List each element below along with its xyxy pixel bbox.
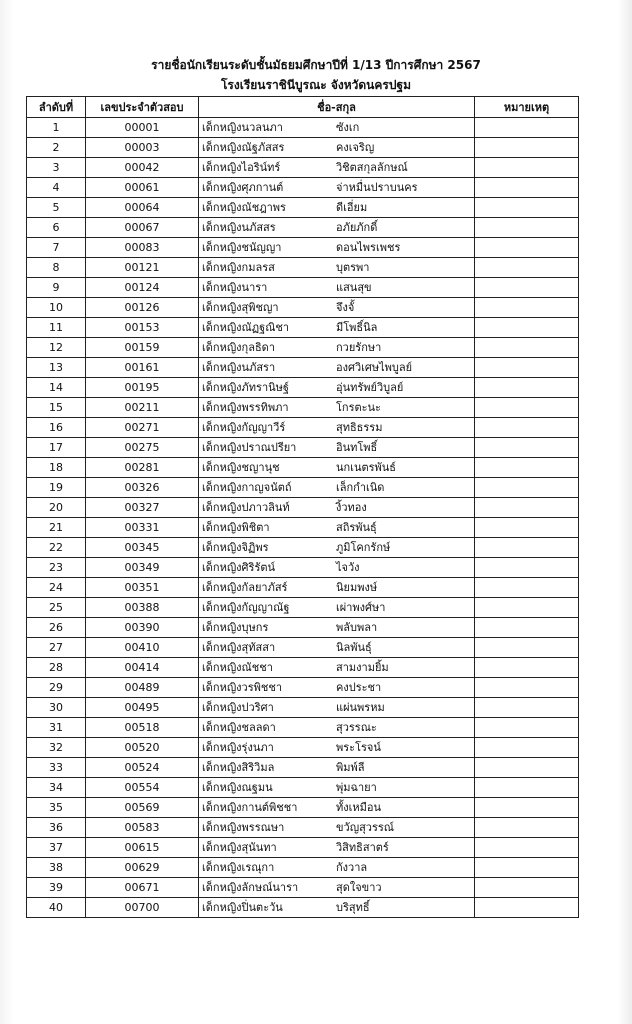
- remarks-cell: [475, 838, 579, 858]
- table-row: [27, 218, 579, 238]
- first-name: เด็กหญิงลักษณ์นารา: [202, 881, 299, 894]
- last-name: งิ้วทอง: [336, 501, 367, 514]
- student-name: [199, 778, 475, 798]
- table-row: [27, 438, 579, 458]
- table-row: [27, 498, 579, 518]
- remarks-cell: [475, 458, 579, 478]
- last-name: เผ่าพงศ์ษา: [336, 601, 386, 614]
- exam-id: 00700: [86, 898, 199, 918]
- row-number: 14: [27, 378, 86, 398]
- table-row: [27, 418, 579, 438]
- student-name: [199, 438, 475, 458]
- header-exam-id: เลขประจำตัวสอบ: [86, 97, 199, 118]
- last-name: สุทธิธรรม: [336, 421, 383, 434]
- last-name: แผ่นพรหม: [336, 701, 385, 714]
- remarks-cell: [475, 218, 579, 238]
- row-number: 18: [27, 458, 86, 478]
- student-name: [199, 358, 475, 378]
- table-row: [27, 258, 579, 278]
- first-name: เด็กหญิงปิ่นตะวัน: [202, 901, 283, 914]
- first-name: เด็กหญิงณัชชา: [202, 661, 273, 674]
- table-row: [27, 738, 579, 758]
- exam-id: 00327: [86, 498, 199, 518]
- first-name: เด็กหญิงสุทัสสา: [202, 641, 276, 654]
- row-number: 8: [27, 258, 86, 278]
- exam-id: 00518: [86, 718, 199, 738]
- row-number: 23: [27, 558, 86, 578]
- row-number: 5: [27, 198, 86, 218]
- last-name: ภูมิโคกรักษ์: [336, 541, 391, 554]
- exam-id: 00275: [86, 438, 199, 458]
- row-number: 11: [27, 318, 86, 338]
- remarks-cell: [475, 498, 579, 518]
- exam-id: 00281: [86, 458, 199, 478]
- table-row: [27, 578, 579, 598]
- last-name: บริสุทธิ์: [336, 901, 370, 914]
- last-name: แสนสุข: [336, 281, 372, 294]
- row-number: 37: [27, 838, 86, 858]
- table-header-row: [27, 97, 579, 118]
- first-name: เด็กหญิงกัญญาวีร์: [202, 421, 286, 434]
- table-row: [27, 358, 579, 378]
- student-name: [199, 838, 475, 858]
- table-row: [27, 878, 579, 898]
- remarks-cell: [475, 598, 579, 618]
- student-name: [199, 118, 475, 138]
- first-name: เด็กหญิงณัชฎาพร: [202, 201, 286, 214]
- exam-id: 00326: [86, 478, 199, 498]
- remarks-cell: [475, 278, 579, 298]
- remarks-cell: [475, 658, 579, 678]
- exam-id: 00331: [86, 518, 199, 538]
- row-number: 2: [27, 138, 86, 158]
- first-name: เด็กหญิงกุลธิดา: [202, 341, 275, 354]
- first-name: เด็กหญิงนภัสรา: [202, 361, 276, 374]
- remarks-cell: [475, 778, 579, 798]
- first-name: เด็กหญิงสิริวิมล: [202, 761, 275, 774]
- first-name: เด็กหญิงภัทรานิษฐ์: [202, 381, 289, 394]
- remarks-cell: [475, 738, 579, 758]
- table-row: [27, 818, 579, 838]
- exam-id: 00520: [86, 738, 199, 758]
- first-name: เด็กหญิงศิริรัตน์: [202, 561, 276, 574]
- first-name: เด็กหญิงณฐมน: [202, 781, 273, 794]
- last-name: ดอนไพรเพชร: [336, 241, 401, 254]
- header-order-number: ลำดับที่: [27, 97, 86, 118]
- remarks-cell: [475, 518, 579, 538]
- exam-id: 00615: [86, 838, 199, 858]
- student-name: [199, 598, 475, 618]
- student-name: [199, 218, 475, 238]
- last-name: พุ่มฉายา: [336, 781, 377, 794]
- table-row: [27, 378, 579, 398]
- last-name: จึงจั้: [336, 301, 355, 314]
- last-name: มีโพธิ์นิล: [336, 321, 378, 334]
- exam-id: 00554: [86, 778, 199, 798]
- last-name: วิสิทธิสาตร์: [336, 841, 389, 854]
- row-number: 17: [27, 438, 86, 458]
- first-name: เด็กหญิงชนัญญา: [202, 241, 282, 254]
- exam-id: 00349: [86, 558, 199, 578]
- student-name: [199, 878, 475, 898]
- table-row: [27, 298, 579, 318]
- last-name: วิชิตสกุลลักษณ์: [336, 161, 408, 174]
- row-number: 25: [27, 598, 86, 618]
- remarks-cell: [475, 338, 579, 358]
- student-name: [199, 898, 475, 918]
- remarks-cell: [475, 538, 579, 558]
- table-row: [27, 798, 579, 818]
- document-title: รายชื่อนักเรียนระดับชั้นมัธยมศึกษาปีที่ 1/13 ปีการศึกษา 2567: [151, 58, 481, 72]
- exam-id: 00161: [86, 358, 199, 378]
- last-name: กวยรักษา: [336, 341, 382, 354]
- table-row: [27, 158, 579, 178]
- first-name: เด็กหญิงสุนันทา: [202, 841, 277, 854]
- last-name: จ่าหมื่นปราบนคร: [336, 181, 418, 194]
- row-number: 16: [27, 418, 86, 438]
- first-name: เด็กหญิงกัลยาภัสร์: [202, 581, 288, 594]
- table-row: [27, 238, 579, 258]
- last-name: นกเนตรพันธ์: [336, 461, 396, 474]
- first-name: เด็กหญิงพิชิตา: [202, 521, 270, 534]
- row-number: 22: [27, 538, 86, 558]
- student-name: [199, 818, 475, 838]
- row-number: 31: [27, 718, 86, 738]
- exam-id: 00003: [86, 138, 199, 158]
- exam-id: 00671: [86, 878, 199, 898]
- remarks-cell: [475, 238, 579, 258]
- last-name: กังวาล: [336, 861, 368, 874]
- last-name: อุ่นทรัพย์วิบูลย์: [336, 381, 404, 394]
- student-name: [199, 798, 475, 818]
- row-number: 10: [27, 298, 86, 318]
- student-name: [199, 378, 475, 398]
- header-full-name: ชื่อ-สกุล: [199, 97, 475, 118]
- remarks-cell: [475, 258, 579, 278]
- student-name: [199, 518, 475, 538]
- first-name: เด็กหญิงนภัสสร: [202, 221, 276, 234]
- row-number: 21: [27, 518, 86, 538]
- remarks-cell: [475, 318, 579, 338]
- row-number: 4: [27, 178, 86, 198]
- remarks-cell: [475, 298, 579, 318]
- row-number: 13: [27, 358, 86, 378]
- row-number: 36: [27, 818, 86, 838]
- first-name: เด็กหญิงจิฏิพร: [202, 541, 269, 554]
- table-row: [27, 338, 579, 358]
- remarks-cell: [475, 818, 579, 838]
- last-name: ซังเก: [336, 121, 360, 134]
- table-row: [27, 538, 579, 558]
- table-row: [27, 698, 579, 718]
- table-row: [27, 678, 579, 698]
- first-name: เด็กหญิงนวลนภา: [202, 121, 283, 134]
- remarks-cell: [475, 438, 579, 458]
- exam-id: 00583: [86, 818, 199, 838]
- table-row: [27, 718, 579, 738]
- remarks-cell: [475, 138, 579, 158]
- last-name: คงเจริญ: [336, 141, 375, 154]
- table-row: [27, 478, 579, 498]
- exam-id: 00211: [86, 398, 199, 418]
- exam-id: 00061: [86, 178, 199, 198]
- last-name: เล็กกำเนิด: [336, 481, 385, 494]
- last-name: นิยมพงษ์: [336, 581, 378, 594]
- table-row: [27, 658, 579, 678]
- student-name: [199, 418, 475, 438]
- first-name: เด็กหญิงปภาวลินท์: [202, 501, 290, 514]
- first-name: เด็กหญิงศุภกานต์: [202, 181, 284, 194]
- table-row: [27, 118, 579, 138]
- first-name: เด็กหญิงณัฏฐณิชา: [202, 321, 290, 334]
- remarks-cell: [475, 358, 579, 378]
- student-list-table: [26, 96, 579, 918]
- table-row: [27, 898, 579, 918]
- row-number: 32: [27, 738, 86, 758]
- last-name: องศวิเศษไพบูลย์: [336, 361, 413, 374]
- student-name: [199, 138, 475, 158]
- first-name: เด็กหญิงรุ่งนภา: [202, 741, 274, 754]
- row-number: 33: [27, 758, 86, 778]
- exam-id: 00064: [86, 198, 199, 218]
- first-name: เด็กหญิงไอริน์ทร์: [202, 161, 281, 174]
- student-name: [199, 298, 475, 318]
- exam-id: 00569: [86, 798, 199, 818]
- remarks-cell: [475, 418, 579, 438]
- exam-id: 00351: [86, 578, 199, 598]
- remarks-cell: [475, 118, 579, 138]
- remarks-cell: [475, 398, 579, 418]
- remarks-cell: [475, 798, 579, 818]
- student-name: [199, 858, 475, 878]
- last-name: คงประชา: [336, 681, 382, 694]
- student-name: [199, 178, 475, 198]
- remarks-cell: [475, 718, 579, 738]
- exam-id: 00410: [86, 638, 199, 658]
- last-name: ไจวัง: [336, 561, 360, 574]
- exam-id: 00414: [86, 658, 199, 678]
- remarks-cell: [475, 578, 579, 598]
- table-row: [27, 278, 579, 298]
- row-number: 15: [27, 398, 86, 418]
- first-name: เด็กหญิงนารา: [202, 281, 268, 294]
- row-number: 38: [27, 858, 86, 878]
- student-name: [199, 578, 475, 598]
- remarks-cell: [475, 898, 579, 918]
- remarks-cell: [475, 178, 579, 198]
- student-name: [199, 198, 475, 218]
- row-number: 29: [27, 678, 86, 698]
- row-number: 9: [27, 278, 86, 298]
- table-row: [27, 778, 579, 798]
- first-name: เด็กหญิงพรรทิพภา: [202, 401, 289, 414]
- last-name: ดีเอี่ยม: [336, 201, 368, 214]
- remarks-cell: [475, 558, 579, 578]
- student-name: [199, 478, 475, 498]
- last-name: โกรตะนะ: [336, 401, 381, 414]
- exam-id: 00067: [86, 218, 199, 238]
- school-title: โรงเรียนราชินีบูรณะ จังหวัดนครปฐม: [220, 78, 412, 92]
- exam-id: 00159: [86, 338, 199, 358]
- last-name: สุดใจขาว: [336, 881, 382, 894]
- remarks-cell: [475, 858, 579, 878]
- table-row: [27, 518, 579, 538]
- row-number: 40: [27, 898, 86, 918]
- remarks-cell: [475, 758, 579, 778]
- last-name: ทั้งเหมือน: [336, 801, 382, 814]
- row-number: 3: [27, 158, 86, 178]
- row-number: 27: [27, 638, 86, 658]
- student-name: [199, 258, 475, 278]
- row-number: 39: [27, 878, 86, 898]
- student-name: [199, 398, 475, 418]
- last-name: บุตรพา: [336, 261, 370, 274]
- row-number: 1: [27, 118, 86, 138]
- remarks-cell: [475, 698, 579, 718]
- exam-id: 00495: [86, 698, 199, 718]
- student-name: [199, 738, 475, 758]
- table-row: [27, 178, 579, 198]
- last-name: สถิรพันธุ์: [336, 521, 377, 534]
- student-name: [199, 638, 475, 658]
- row-number: 26: [27, 618, 86, 638]
- row-number: 28: [27, 658, 86, 678]
- student-name: [199, 698, 475, 718]
- exam-id: 00042: [86, 158, 199, 178]
- first-name: เด็กหญิงณัฐภัสสร: [202, 141, 285, 154]
- exam-id: 00195: [86, 378, 199, 398]
- student-name: [199, 718, 475, 738]
- student-name: [199, 538, 475, 558]
- exam-id: 00489: [86, 678, 199, 698]
- table-row: [27, 198, 579, 218]
- exam-id: 00390: [86, 618, 199, 638]
- exam-id: 00001: [86, 118, 199, 138]
- last-name: นิลพันธุ์: [336, 641, 372, 654]
- first-name: เด็กหญิงกานต์พิชชา: [202, 801, 298, 814]
- student-name: [199, 158, 475, 178]
- last-name: พลับพลา: [336, 621, 378, 634]
- remarks-cell: [475, 678, 579, 698]
- last-name: อินทโพธิ์: [336, 441, 378, 454]
- table-row: [27, 398, 579, 418]
- remarks-cell: [475, 158, 579, 178]
- row-number: 30: [27, 698, 86, 718]
- student-name: [199, 658, 475, 678]
- student-name: [199, 318, 475, 338]
- first-name: เด็กหญิงกัญญาณัฐ: [202, 601, 290, 614]
- row-number: 19: [27, 478, 86, 498]
- remarks-cell: [475, 618, 579, 638]
- exam-id: 00124: [86, 278, 199, 298]
- row-number: 12: [27, 338, 86, 358]
- first-name: เด็กหญิงชลลดา: [202, 721, 276, 734]
- last-name: สุวรรณะ: [336, 721, 377, 734]
- first-name: เด็กหญิงกมลรส: [202, 261, 275, 274]
- first-name: เด็กหญิงพรรณษา: [202, 821, 285, 834]
- exam-id: 00153: [86, 318, 199, 338]
- student-name: [199, 498, 475, 518]
- student-name: [199, 278, 475, 298]
- last-name: สามงามยิ้ม: [336, 661, 389, 674]
- header-remarks: หมายเหตุ: [475, 97, 579, 118]
- remarks-cell: [475, 198, 579, 218]
- table-body: [27, 118, 579, 918]
- table-row: [27, 318, 579, 338]
- student-name: [199, 758, 475, 778]
- exam-id: 00629: [86, 858, 199, 878]
- first-name: เด็กหญิงบุษกร: [202, 621, 269, 634]
- last-name: ขวัญสุวรรณ์: [336, 821, 394, 834]
- remarks-cell: [475, 378, 579, 398]
- exam-id: 00388: [86, 598, 199, 618]
- table-row: [27, 638, 579, 658]
- row-number: 6: [27, 218, 86, 238]
- row-number: 24: [27, 578, 86, 598]
- student-name: [199, 678, 475, 698]
- table-row: [27, 618, 579, 638]
- first-name: เด็กหญิงวรพิชชา: [202, 681, 283, 694]
- exam-id: 00126: [86, 298, 199, 318]
- remarks-cell: [475, 878, 579, 898]
- exam-id: 00121: [86, 258, 199, 278]
- table-row: [27, 458, 579, 478]
- student-name: [199, 338, 475, 358]
- exam-id: 00083: [86, 238, 199, 258]
- exam-id: 00524: [86, 758, 199, 778]
- last-name: อภัยภักดิ์: [336, 221, 378, 234]
- first-name: เด็กหญิงปราณปรียา: [202, 441, 297, 454]
- table-row: [27, 758, 579, 778]
- student-name: [199, 458, 475, 478]
- exam-id: 00345: [86, 538, 199, 558]
- row-number: 35: [27, 798, 86, 818]
- student-name: [199, 238, 475, 258]
- exam-id: 00271: [86, 418, 199, 438]
- student-name: [199, 558, 475, 578]
- first-name: เด็กหญิงชญานุช: [202, 461, 280, 474]
- table-row: [27, 138, 579, 158]
- row-number: 20: [27, 498, 86, 518]
- table-row: [27, 558, 579, 578]
- remarks-cell: [475, 638, 579, 658]
- table-row: [27, 598, 579, 618]
- last-name: พิมพ์ลี: [336, 761, 365, 774]
- first-name: เด็กหญิงปวริศา: [202, 701, 274, 714]
- first-name: เด็กหญิงเรณุกา: [202, 861, 275, 874]
- first-name: เด็กหญิงสุพิชญา: [202, 301, 279, 314]
- first-name: เด็กหญิงกาญจนัตถ์: [202, 481, 292, 494]
- row-number: 7: [27, 238, 86, 258]
- table-row: [27, 858, 579, 878]
- remarks-cell: [475, 478, 579, 498]
- row-number: 34: [27, 778, 86, 798]
- last-name: พระโรจน์: [336, 741, 381, 754]
- table-row: [27, 838, 579, 858]
- student-name: [199, 618, 475, 638]
